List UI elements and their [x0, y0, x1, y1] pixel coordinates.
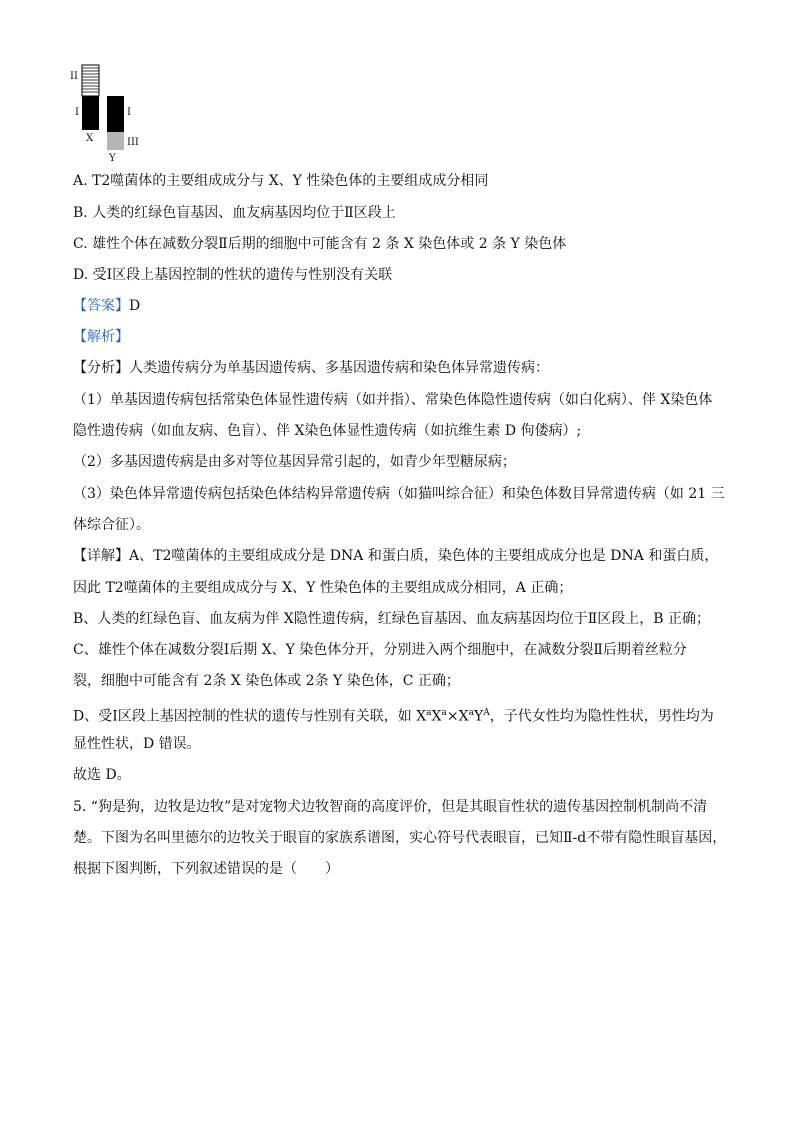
xiangjie-line-2: 因此 T2噬菌体的主要组成成分与 X、Y 性染色体的主要组成成分相同，A 正确； — [73, 580, 573, 596]
label-y: Y — [109, 153, 116, 164]
question-5-line-1: 5. “狗是狗，边牧是边牧”是对宠物犬边牧智商的高度评价，但是其眼盲性状的遗传基因控制机制尚不清 — [73, 799, 708, 815]
analysis-tag: 【解析】 — [73, 329, 129, 345]
genotype-sup-1: a — [426, 708, 432, 718]
xiangjie-line-6 — [73, 703, 714, 727]
xiangjie-line-5: 裂，细胞中可能含有 2条 X 染色体或 2条 Y 染色体，C 正确； — [73, 673, 460, 689]
xy-chromosome-diagram — [66, 62, 146, 166]
genotype-sup-3: a — [468, 708, 474, 718]
answer-tag: 【答案】 — [73, 298, 129, 314]
option-b: B. 人类的红绿色盲基因、血友病基因均位于Ⅱ区段上 — [73, 205, 396, 221]
fenxi-tag: 【分析】 — [73, 360, 129, 376]
analysis-heading — [73, 327, 129, 347]
genotype-sup-4: A — [483, 708, 490, 718]
paragraph-3-line-1: （3）染色体异常遗传病包括染色体结构异常遗传病（如猫叫综合征）和染色体数目异常遗传病（如 21 三 — [73, 486, 725, 502]
genotype-text-c: ×X — [446, 708, 469, 725]
genotype-text-a: D、受Ⅰ区段上基因控制的性状的遗传与性别有关联，如 X — [73, 708, 427, 725]
option-c: C. 雄性个体在减数分裂Ⅱ后期的细胞中可能含有 2 条 X 染色体或 2 条 Y 染色体 — [73, 236, 567, 252]
option-a: A. T2噬菌体的主要组成成分与 X、Y 性染色体的主要组成成分相同 — [73, 173, 489, 189]
label-i-right: I — [127, 107, 131, 118]
label-iii: III — [127, 137, 139, 148]
label-i-left: I — [75, 107, 79, 118]
xiangjie-line-7: 显性性状，D 错误。 — [73, 736, 201, 752]
genotype-sup-2: a — [441, 708, 447, 718]
y-segment-i — [107, 96, 124, 132]
question-5-line-3: 根据下图判断，下列叙述错误的是（ ） — [73, 861, 339, 877]
paragraph-1-line-2: 隐性遗传病（如血友病、色盲）、伴 X染色体显性遗传病（如抗维生素 D 佝偻病）; — [73, 423, 582, 439]
xiangjie-text-1: A、T2噬菌体的主要组成成分是 DNA 和蛋白质，染色体的主要组成成分也是 DNA 和蛋白质， — [129, 548, 719, 564]
genotype-text-d: Y — [473, 708, 484, 725]
answer-value: D — [129, 298, 141, 314]
paragraph-2-line-1: （2）多基因遗传病是由多对等位基因异常引起的，如青少年型糖尿病； — [73, 454, 516, 470]
question-5-line-2: 楚。下图为名叫里德尔的边牧关于眼盲的家族系谱图，实心符号代表眼盲，已知Ⅱ-d不带有隐性眼盲基因， — [73, 830, 727, 846]
x-segment-i — [82, 96, 99, 130]
xiangjie-line-3: B、人类的红绿色盲、血友病为伴 X隐性遗传病，红绿色盲基因、血友病基因均位于Ⅱ区段上，B 正确； — [73, 611, 710, 627]
paragraph-1-line-1: （1）单基因遗传病包括常染色体显性遗传病（如并指）、常染色体隐性遗传病（如白化病）、伴 X染色体 — [73, 392, 713, 408]
conclusion: 故选 D。 — [73, 767, 131, 783]
y-segment-iii — [107, 132, 124, 150]
paragraph-3-line-2: 体综合征）。 — [73, 517, 150, 533]
genotype-text-e: ，子代女性均为隐性性状，男性均为 — [489, 708, 714, 725]
xiangjie-tag: 【详解】 — [73, 548, 129, 564]
fenxi-text: 人类遗传病分为单基因遗传病、多基因遗传病和染色体异常遗传病： — [129, 360, 549, 376]
label-ii: II — [70, 71, 78, 82]
fenxi-line — [73, 358, 549, 378]
x-segment-ii — [82, 65, 99, 96]
xiangjie-line-4: C、雄性个体在减数分裂Ⅰ后期 X、Y 染色体分开，分别进入两个细胞中，在减数分裂Ⅱ后期着丝粒分 — [73, 642, 687, 658]
label-x: X — [86, 133, 94, 144]
answer-line — [73, 296, 140, 316]
xiangjie-line-1 — [73, 546, 718, 566]
option-d: D. 受Ⅰ区段上基因控制的性状的遗传与性别没有关联 — [73, 267, 393, 283]
genotype-text-b: X — [431, 708, 442, 725]
